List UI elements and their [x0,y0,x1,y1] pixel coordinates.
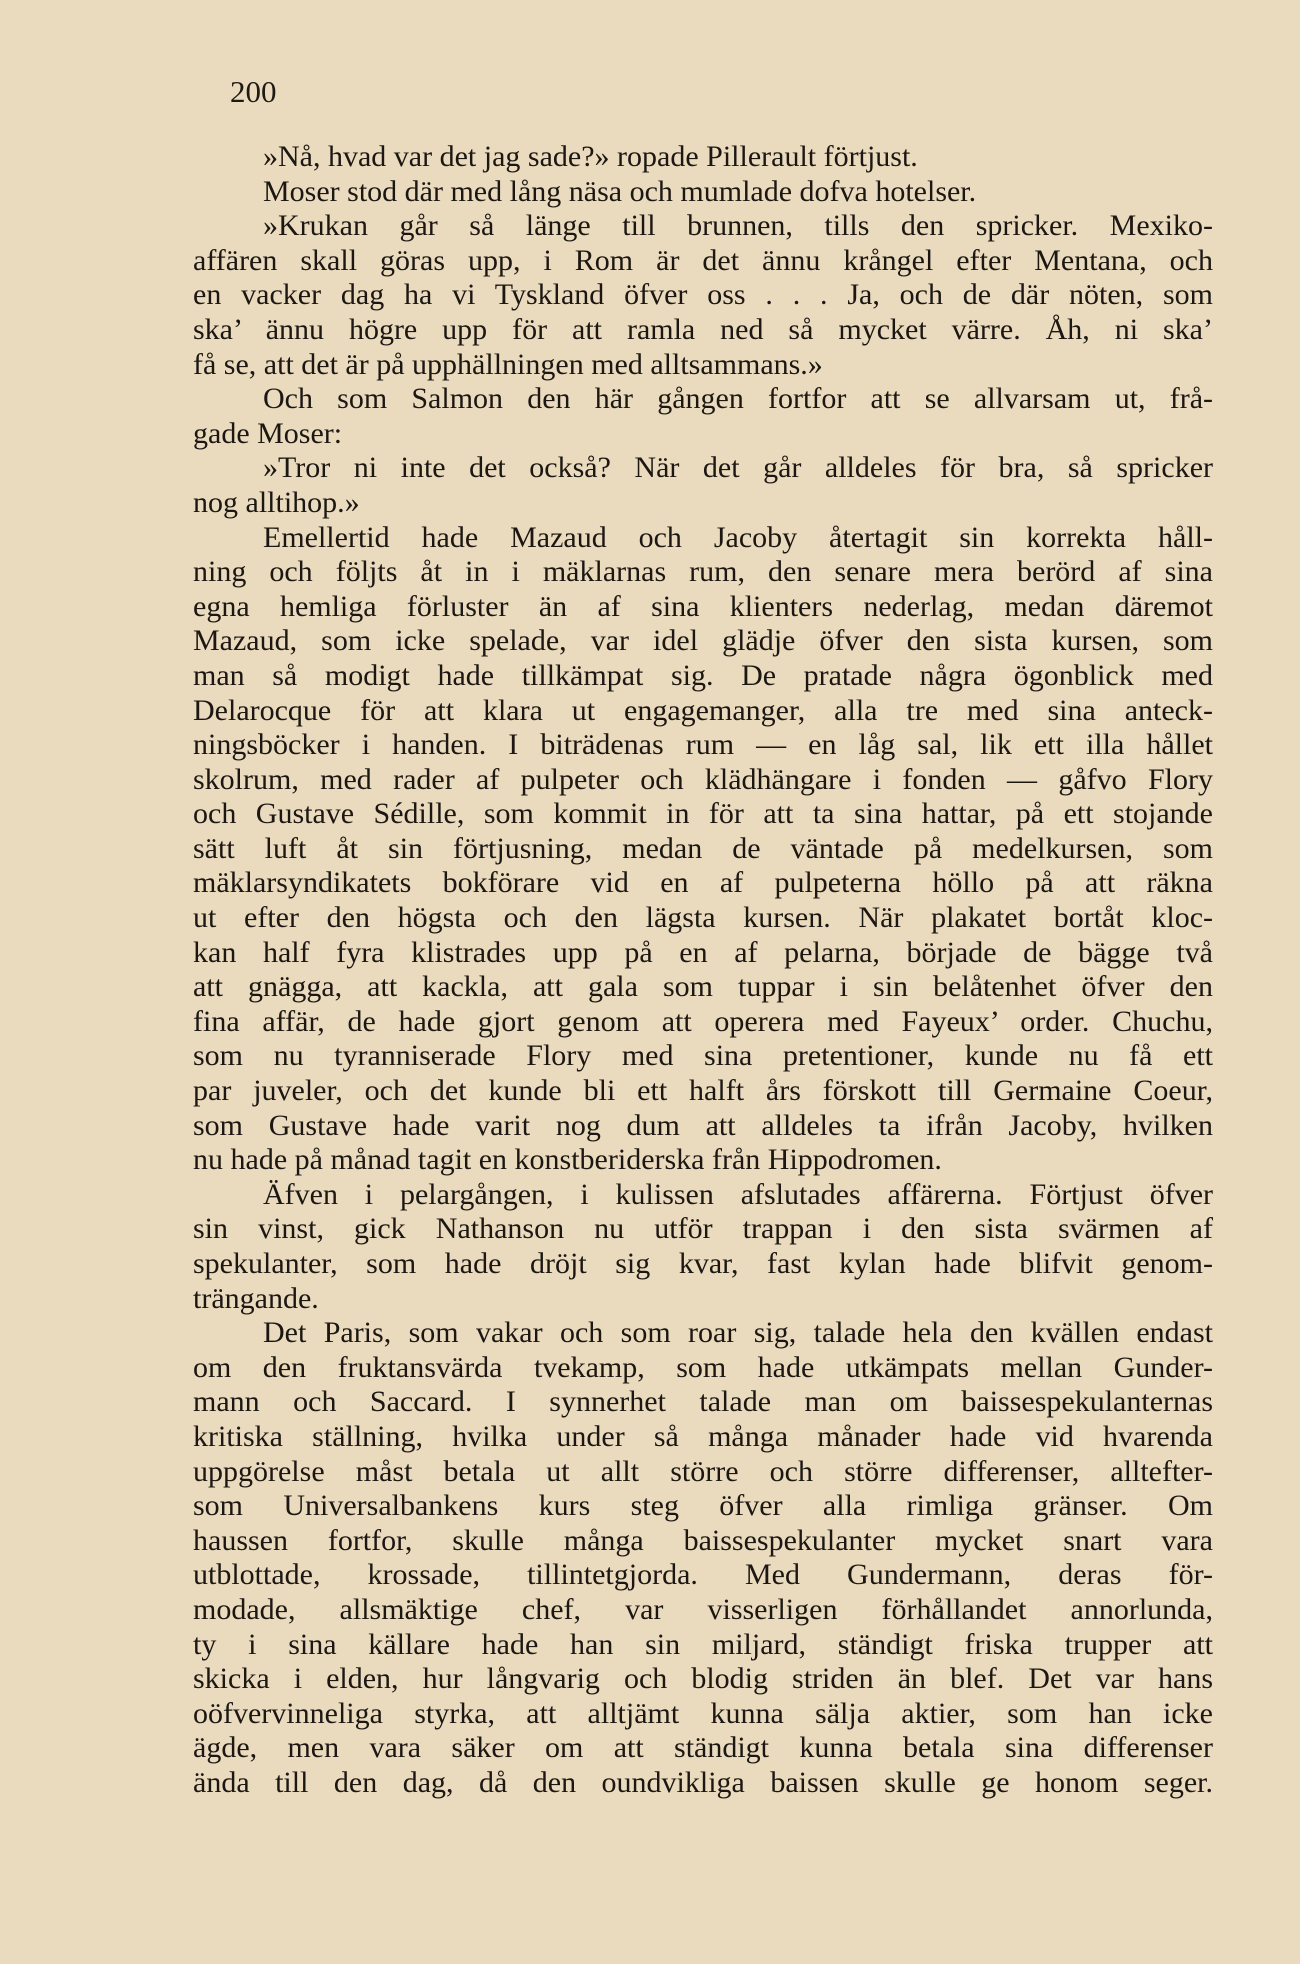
text-line: nu hade på månad tagit en konstberiderska från Hippodromen. [193,1143,942,1177]
text-line: gade Moser: [193,416,343,450]
text-line: trängande. [193,1281,319,1315]
text-line: ningsböcker i handen. I biträdenas rum — en låg sal, lik ett illa hållet [193,728,1213,762]
text-line: ty i sina källare hade han sin miljard, ständigt friska trupper att [193,1627,1213,1661]
text-line: haussen fortfor, skulle många baissespekulanter mycket snart vara [193,1523,1213,1557]
page-number: 200 [230,74,277,109]
text-line: egna hemliga förluster än af sina klienters nederlag, medan däremot [193,589,1213,623]
text-line: affären skall göras upp, i Rom är det ännu krångel efter Mentana, och [193,243,1213,277]
text-line: om den fruktansvärda tvekamp, som hade utkämpats mellan Gunder- [193,1350,1213,1384]
text-line: som nu tyranniserade Flory med sina pretentioner, kunde nu få ett [193,1039,1213,1073]
text-line: »Nå, hvad var det jag sade?» ropade Pillerault förtjust. [263,140,918,173]
text-line: utblottade, krossade, tillintetgjorda. Med Gundermann, deras för- [193,1558,1213,1592]
text-line: som Gustave hade varit nog dum att alldeles ta ifrån Jacoby, hvilken [193,1108,1213,1142]
text-line: par juveler, och det kunde bli ett halft års förskott till Germaine Coeur, [193,1074,1213,1108]
text-line: spekulanter, som hade dröjt sig kvar, fast kylan hade blifvit genom- [193,1247,1213,1280]
text-line: Moser stod där med lång näsa och mumlade dofva hotelser. [263,174,977,208]
text-line: skicka i elden, hur långvarig och blodig striden än blef. Det var hans [193,1662,1213,1696]
text-line: ut efter den högsta och den lägsta kursen. När plakatet bortåt kloc- [193,901,1213,935]
text-line: »Krukan går så länge till brunnen, tills den spricker. Mexiko- [263,209,1213,243]
text-line: Mazaud, som icke spelade, var idel glädje öfver den sista kursen, som [193,624,1213,658]
text-line: ska’ ännu högre upp för att ramla ned så mycket värre. Åh, ni ska’ [193,312,1213,346]
text-line: modade, allsmäktige chef, var visserligen förhållandet annorlunda, [193,1592,1213,1626]
text-line: sin vinst, gick Nathanson nu utför trappan i den sista svärmen af [193,1212,1213,1246]
text-line: Delarocque för att klara ut engagemanger, alla tre med sina anteck- [193,693,1213,727]
text-line: ända till den dag, då den oundvikliga baissen skulle ge honom seger. [193,1765,1213,1799]
text-line: som Universalbankens kurs steg öfver alla rimliga gränser. Om [193,1489,1213,1523]
text-line: Emellertid hade Mazaud och Jacoby återtagit sin korrekta håll- [263,520,1213,554]
text-line: oöfvervinneliga styrka, att alltjämt kunna sälja aktier, som han icke [193,1696,1213,1730]
text-line: mann och Saccard. I synnerhet talade man om baissespekulanternas [193,1385,1213,1419]
text-line: mäklarsyndikatets bokförare vid en af pulpeterna höllo på att räkna [193,866,1213,900]
text-line: fina affär, de hade gjort genom att operera med Fayeux’ order. Chuchu, [193,1004,1213,1038]
text-line: kritiska ställning, hvilka under så många månader hade vid hvarenda [193,1419,1213,1453]
text-line: ning och följts åt in i mäklarnas rum, den senare mera berörd af sina [193,555,1213,589]
text-line: Det Paris, som vakar och som roar sig, talade hela den kvällen endast [263,1316,1213,1350]
text-line: »Tror ni inte det också? När det går alldeles för bra, så spricker [263,451,1213,485]
body-text [193,140,1213,1801]
text-line: sätt luft åt sin förtjusning, medan de väntade på medelkursen, som [193,831,1213,865]
text-line: att gnägga, att kackla, att gala som tuppar i sin belåtenhet öfver den [193,970,1213,1004]
text-line: uppgörelse måst betala ut allt större och större differenser, alltefter- [193,1454,1213,1488]
text-line: Och som Salmon den här gången fortfor att se allvarsam ut, frå- [263,382,1213,416]
text-line: och Gustave Sédille, som kommit in för att ta sina hattar, på ett stojande [193,797,1213,831]
text-line: man så modigt hade tillkämpat sig. De pratade några ögonblick med [193,658,1213,692]
text-line: få se, att det är på upphällningen med alltsammans.» [193,347,823,381]
text-line: ägde, men vara säker om att ständigt kunna betala sina differenser [193,1731,1213,1765]
text-line: nog alltihop.» [193,485,360,519]
text-line: skolrum, med rader af pulpeter och klädhängare i fonden — gåfvo Flory [193,762,1213,796]
text-line: kan half fyra klistrades upp på en af pelarna, började de bägge två [193,935,1213,969]
text-line: en vacker dag ha vi Tyskland öfver oss . . . Ja, och de där nöten, som [193,278,1213,312]
text-line: Äfven i pelargången, i kulissen afslutades affärerna. Förtjust öfver [263,1177,1213,1211]
